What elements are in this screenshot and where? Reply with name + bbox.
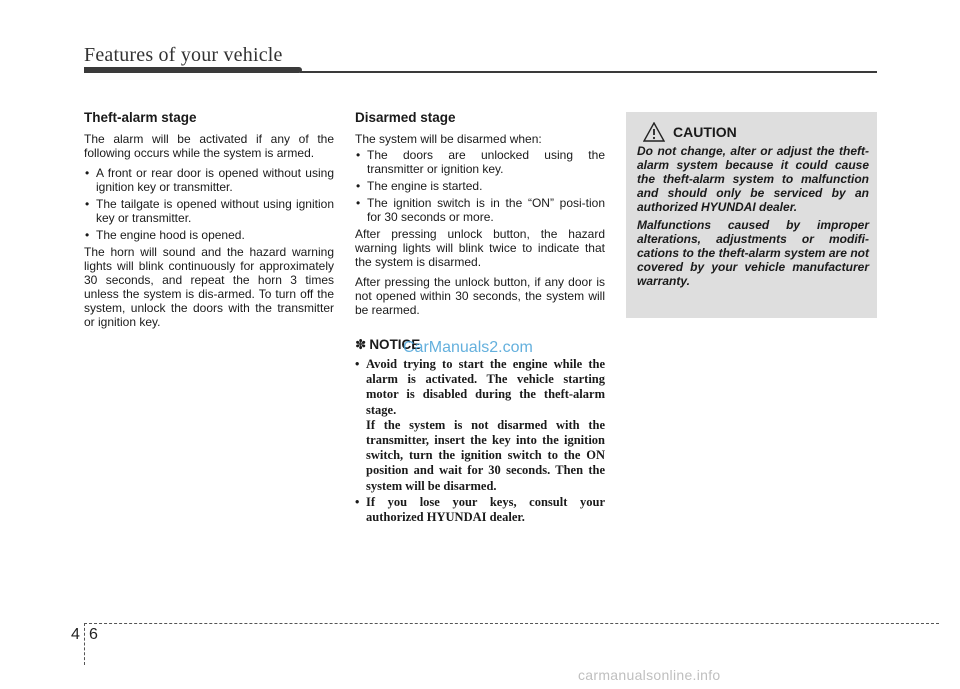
notice-list	[355, 357, 605, 525]
disarmed-para-2: After pressing the unlock button, if any door is not opened within 30 seconds, the system will be rearmed.	[355, 275, 605, 317]
list-item: • The ignition switch is in the “ON” posi-tion for 30 seconds or more.	[355, 196, 605, 224]
caution-para-2: Malfunctions caused by improper alterations, adjustments or modifi-cations to the theft-alarm system are not covered by your vehicle manufacturer warranty.	[637, 218, 869, 288]
theft-alarm-heading: Theft-alarm stage	[84, 110, 197, 125]
warning-triangle-icon	[643, 122, 665, 142]
page-header-title: Features of your vehicle	[84, 44, 283, 66]
caution-box	[626, 112, 877, 318]
notice-heading	[355, 337, 605, 356]
watermark-text: CarManuals2.com	[403, 339, 533, 356]
notice-title: NOTICE	[369, 337, 421, 352]
disarmed-section	[355, 110, 605, 526]
theft-alarm-list	[84, 166, 334, 242]
disarmed-para-1: After pressing unlock button, the hazard warning lights will blink twice to indicate that the system is disarmed.	[355, 227, 605, 269]
list-item: • A front or rear door is opened without using ignition key or transmitter.	[84, 166, 334, 194]
footer-vertical-divider	[84, 623, 85, 665]
list-item: • The doors are unlocked using the transmitter or ignition key.	[355, 148, 605, 176]
footer-divider	[84, 623, 939, 624]
theft-alarm-outro: The horn will sound and the hazard warning lights will blink continuously for approximately 30 seconds, and repeat the horn 3 times unless the system is dis-armed. To turn off the system, unlock the doors with the transmitter or ignition key.	[84, 245, 334, 329]
list-item: • If you lose your keys, consult your authorized HYUNDAI dealer.	[355, 495, 605, 525]
list-item: • The tailgate is opened without using ignition key or transmitter.	[84, 197, 334, 225]
disarmed-heading: Disarmed stage	[355, 110, 456, 125]
notice-item-1b: If the system is not disarmed with the transmitter, insert the key into the ignition switch, turn the ignition switch to the ON position and wait for 30 seconds. Then the system will be disarmed.	[366, 417, 605, 493]
list-item: • The engine is started.	[355, 179, 605, 193]
chapter-number: 4	[71, 626, 80, 643]
list-item	[355, 357, 605, 494]
caution-para-1: Do not change, alter or adjust the theft-alarm system because it could cause the theft-alarm system to malfunction and should only be serviced by an authorized HYUNDAI dealer.	[637, 144, 869, 214]
notice-item-1a: • Avoid trying to start the engine while the alarm is activated. The vehicle starting motor is disabled during the theft-alarm stage.	[366, 357, 605, 417]
theft-alarm-intro: The alarm will be activated if any of the following occurs while the system is armed.	[84, 132, 334, 160]
header-bar-thin	[300, 71, 877, 73]
notice-star-icon: ✽	[355, 337, 367, 352]
page-number: 6	[89, 626, 98, 643]
disarmed-list	[355, 148, 605, 224]
disarmed-intro: The system will be disarmed when:	[355, 132, 542, 146]
caution-header	[637, 122, 869, 142]
site-footer-text: carmanualsonline.info	[578, 667, 721, 683]
list-item: • The engine hood is opened.	[84, 228, 334, 242]
theft-alarm-section	[84, 110, 334, 331]
caution-title: CAUTION	[673, 124, 737, 140]
header-bar-thick	[84, 67, 302, 73]
